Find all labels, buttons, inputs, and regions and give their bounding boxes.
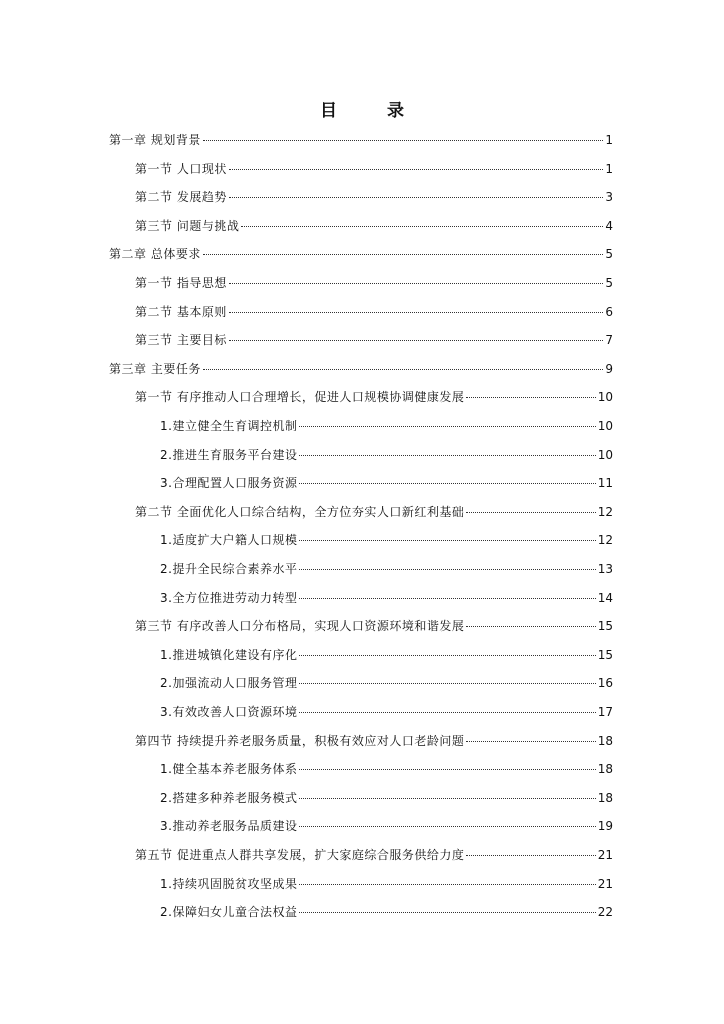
- toc-entry[interactable]: [160, 559, 613, 579]
- toc-page-number: 15: [597, 619, 613, 634]
- toc-entry[interactable]: [135, 187, 613, 207]
- toc-entry-text: 第一节 有序推动人口合理增长，促进人口规模协调健康发展: [135, 390, 465, 405]
- toc-dot-leader: [299, 884, 595, 885]
- toc-page-number: 15: [597, 647, 613, 662]
- toc-entry-text: 3.有效改善人口资源环境: [160, 705, 298, 719]
- toc-entry-text: 第三节 有序改善人口分布格局，实现人口资源环境和谐发展: [135, 619, 465, 634]
- toc-dot-leader: [299, 798, 595, 799]
- toc-entry[interactable]: [160, 874, 613, 894]
- toc-entry-text: 第一节 指导思想: [135, 276, 227, 290]
- toc-dot-leader: [299, 683, 595, 684]
- toc-entry[interactable]: [109, 130, 613, 150]
- toc-entry-text: 2.搭建多种养老服务模式: [160, 790, 298, 805]
- toc-page-number: 1: [605, 133, 613, 147]
- toc-page-number: 17: [597, 705, 613, 719]
- toc-entry-text: 3.推动养老服务品质建设: [160, 819, 298, 834]
- toc-dot-leader: [299, 912, 595, 913]
- toc-entry[interactable]: [135, 845, 613, 865]
- toc-page-number: 5: [605, 276, 613, 290]
- toc-page-number: 5: [605, 247, 613, 262]
- toc-dot-leader: [299, 483, 595, 484]
- toc-entry-text: 2.保障妇女儿童合法权益: [160, 905, 298, 920]
- toc-entry[interactable]: [135, 159, 613, 179]
- toc-entry[interactable]: [160, 530, 613, 550]
- toc-entry-text: 第二节 基本原则: [135, 304, 227, 319]
- toc-page-number: 10: [597, 390, 613, 405]
- toc-dot-leader: [299, 426, 595, 427]
- toc-entry-text: 2.提升全民综合素养水平: [160, 562, 298, 576]
- toc-entry-text: 1.建立健全生育调控机制: [160, 419, 298, 433]
- toc-entry-text: 第二章 总体要求: [109, 247, 201, 262]
- toc-entry[interactable]: [135, 616, 613, 636]
- toc-page-number: 4: [605, 218, 613, 233]
- toc-page-number: 21: [597, 876, 613, 891]
- toc-dot-leader: [241, 226, 603, 227]
- toc-entry-text: 2.推进生育服务平台建设: [160, 447, 298, 462]
- toc-entry-text: 第一章 规划背景: [109, 133, 201, 147]
- toc-entry-text: 第一节 人口现状: [135, 161, 227, 176]
- toc-entry[interactable]: [160, 902, 613, 922]
- toc-dot-leader: [466, 741, 595, 742]
- toc-page-number: 10: [597, 419, 613, 433]
- toc-entry[interactable]: [135, 330, 613, 350]
- toc-entry[interactable]: [135, 273, 613, 293]
- toc-dot-leader: [203, 140, 604, 141]
- toc-dot-leader: [203, 254, 604, 255]
- toc-dot-leader: [229, 312, 604, 313]
- toc-entry-text: 1.推进城镇化建设有序化: [160, 647, 298, 662]
- toc-entry[interactable]: [135, 502, 613, 522]
- toc-dot-leader: [299, 569, 595, 570]
- toc-entry[interactable]: [135, 302, 613, 322]
- toc-dot-leader: [299, 769, 595, 770]
- toc-dot-leader: [299, 598, 595, 599]
- toc-entry[interactable]: [135, 216, 613, 236]
- toc-page-number: 10: [597, 447, 613, 462]
- toc-dot-leader: [229, 340, 604, 341]
- toc-entry[interactable]: [109, 244, 613, 264]
- toc-page-number: 6: [605, 304, 613, 319]
- toc-dot-leader: [299, 826, 595, 827]
- toc-page-number: 7: [605, 333, 613, 348]
- toc-page-number: 1: [605, 161, 613, 176]
- toc-page-number: 18: [597, 762, 613, 777]
- toc-dot-leader: [229, 283, 604, 284]
- toc-dot-leader: [466, 626, 595, 627]
- toc-entry-text: 2.加强流动人口服务管理: [160, 676, 298, 691]
- toc-entry-text: 第二节 全面优化人口综合结构，全方位夯实人口新红利基础: [135, 504, 465, 519]
- toc-page-number: 16: [597, 676, 613, 691]
- toc-dot-leader: [203, 369, 604, 370]
- toc-title: 目 录: [320, 101, 426, 121]
- toc-dot-leader: [299, 540, 595, 541]
- toc-dot-leader: [299, 655, 595, 656]
- toc-dot-leader: [466, 397, 595, 398]
- toc-entry[interactable]: [160, 702, 613, 722]
- toc-entry-text: 3.全方位推进劳动力转型: [160, 590, 298, 605]
- toc-entry[interactable]: [160, 588, 613, 608]
- toc-entry[interactable]: [109, 359, 613, 379]
- toc-dot-leader: [466, 855, 595, 856]
- toc-entry[interactable]: [160, 759, 613, 779]
- toc-entry[interactable]: [160, 788, 613, 808]
- toc-page-number: 11: [597, 476, 613, 491]
- toc-entry[interactable]: [135, 731, 613, 751]
- toc-dot-leader: [466, 512, 595, 513]
- toc-entry[interactable]: [160, 645, 613, 665]
- toc-entry[interactable]: [135, 387, 613, 407]
- toc-page-number: 18: [597, 790, 613, 805]
- toc-entry-text: 1.适度扩大户籍人口规模: [160, 533, 298, 548]
- toc-entry-text: 1.持续巩固脱贫攻坚成果: [160, 876, 298, 891]
- toc-entry-text: 第三章 主要任务: [109, 361, 201, 376]
- toc-page-number: 14: [597, 590, 613, 605]
- toc-page-number: 21: [597, 848, 613, 862]
- toc-page-number: 3: [605, 190, 613, 205]
- toc-dot-leader: [299, 455, 595, 456]
- toc-page-number: 13: [597, 562, 613, 576]
- toc-page-number: 12: [597, 533, 613, 548]
- toc-entry[interactable]: [160, 816, 613, 836]
- toc-entry-text: 第四节 持续提升养老服务质量，积极有效应对人口老龄问题: [135, 733, 465, 748]
- toc-entry-text: 第三节 主要目标: [135, 333, 227, 348]
- toc-dot-leader: [229, 197, 604, 198]
- toc-entry-text: 第三节 问题与挑战: [135, 218, 240, 233]
- toc-page-number: 19: [597, 819, 613, 834]
- toc-page-number: 12: [597, 504, 613, 519]
- toc-entry-text: 3.合理配置人口服务资源: [160, 476, 298, 491]
- toc-page-number: 9: [605, 361, 613, 376]
- toc-page-number: 22: [597, 905, 613, 920]
- toc-entry[interactable]: [160, 673, 613, 693]
- toc-page-number: 18: [597, 733, 613, 748]
- toc-dot-leader: [299, 712, 595, 713]
- toc-entry[interactable]: [160, 473, 613, 493]
- toc-entry-text: 第五节 促进重点人群共享发展，扩大家庭综合服务供给力度: [135, 848, 465, 862]
- toc-entry[interactable]: [160, 445, 613, 465]
- toc-entry-text: 第二节 发展趋势: [135, 190, 227, 205]
- toc-entry[interactable]: [160, 416, 613, 436]
- toc-entry-text: 1.健全基本养老服务体系: [160, 762, 298, 777]
- toc-dot-leader: [229, 169, 604, 170]
